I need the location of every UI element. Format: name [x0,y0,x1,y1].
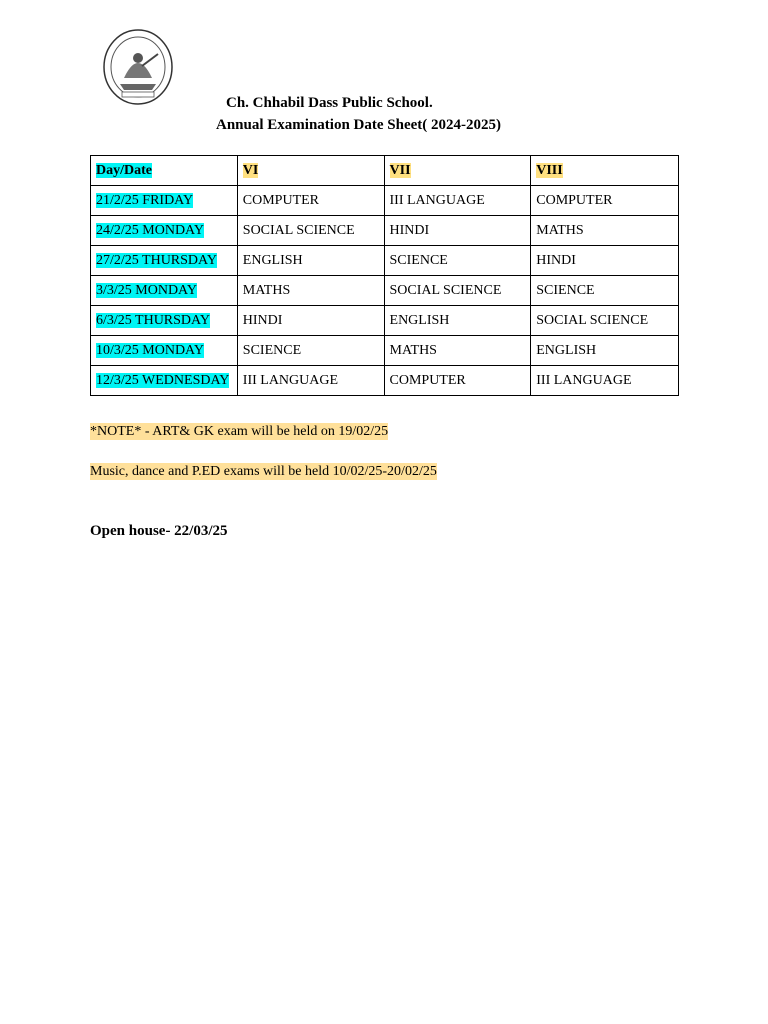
subject-cell: HINDI [384,216,531,246]
date-cell: 6/3/25 THURSDAY [91,306,238,336]
date-cell: 27/2/25 THURSDAY [91,246,238,276]
subject-cell: III LANGUAGE [237,366,384,396]
sheet-title: Annual Examination Date Sheet( 2024-2025) [216,117,502,133]
date-sheet-table [90,155,679,396]
header-class-vii: VII [384,156,531,186]
table-row [91,366,679,396]
subject-cell: ENGLISH [531,336,679,366]
subject-cell: SOCIAL SCIENCE [237,216,384,246]
table-header-row [91,156,679,186]
table-row [91,216,679,246]
school-seal-icon [102,28,174,106]
table-row [91,336,679,366]
date-cell: 21/2/25 FRIDAY [91,186,238,216]
table-row [91,246,679,276]
subject-cell: COMPUTER [384,366,531,396]
subject-cell: MATHS [237,276,384,306]
header-day-date: Day/Date [91,156,238,186]
date-cell: 10/3/25 MONDAY [91,336,238,366]
subject-cell: SCIENCE [384,246,531,276]
subject-cell: ENGLISH [237,246,384,276]
date-cell: 3/3/25 MONDAY [91,276,238,306]
table-row [91,276,679,306]
subject-cell: MATHS [531,216,679,246]
note-music-dance-ped: Music, dance and P.ED exams will be held 10/02/25-20/02/25 [90,464,437,479]
header-class-viii: VIII [531,156,679,186]
subject-cell: III LANGUAGE [531,366,679,396]
subject-cell: SOCIAL SCIENCE [531,306,679,336]
note-art-gk: *NOTE* - ART& GK exam will be held on 19/02/25 [90,424,389,439]
subject-cell: ENGLISH [384,306,531,336]
table-row [91,306,679,336]
subject-cell: SOCIAL SCIENCE [384,276,531,306]
subject-cell: SCIENCE [531,276,679,306]
subject-cell: III LANGUAGE [384,186,531,216]
table-row [91,186,679,216]
subject-cell: COMPUTER [531,186,679,216]
date-cell: 12/3/25 WEDNESDAY [91,366,238,396]
subject-cell: HINDI [531,246,679,276]
subject-cell: HINDI [237,306,384,336]
header-class-vi: VI [237,156,384,186]
subject-cell: MATHS [384,336,531,366]
subject-cell: SCIENCE [237,336,384,366]
date-cell: 24/2/25 MONDAY [91,216,238,246]
school-name: Ch. Chhabil Dass Public School. [226,95,433,111]
subject-cell: COMPUTER [237,186,384,216]
open-house: Open house- 22/03/25 [90,523,228,539]
